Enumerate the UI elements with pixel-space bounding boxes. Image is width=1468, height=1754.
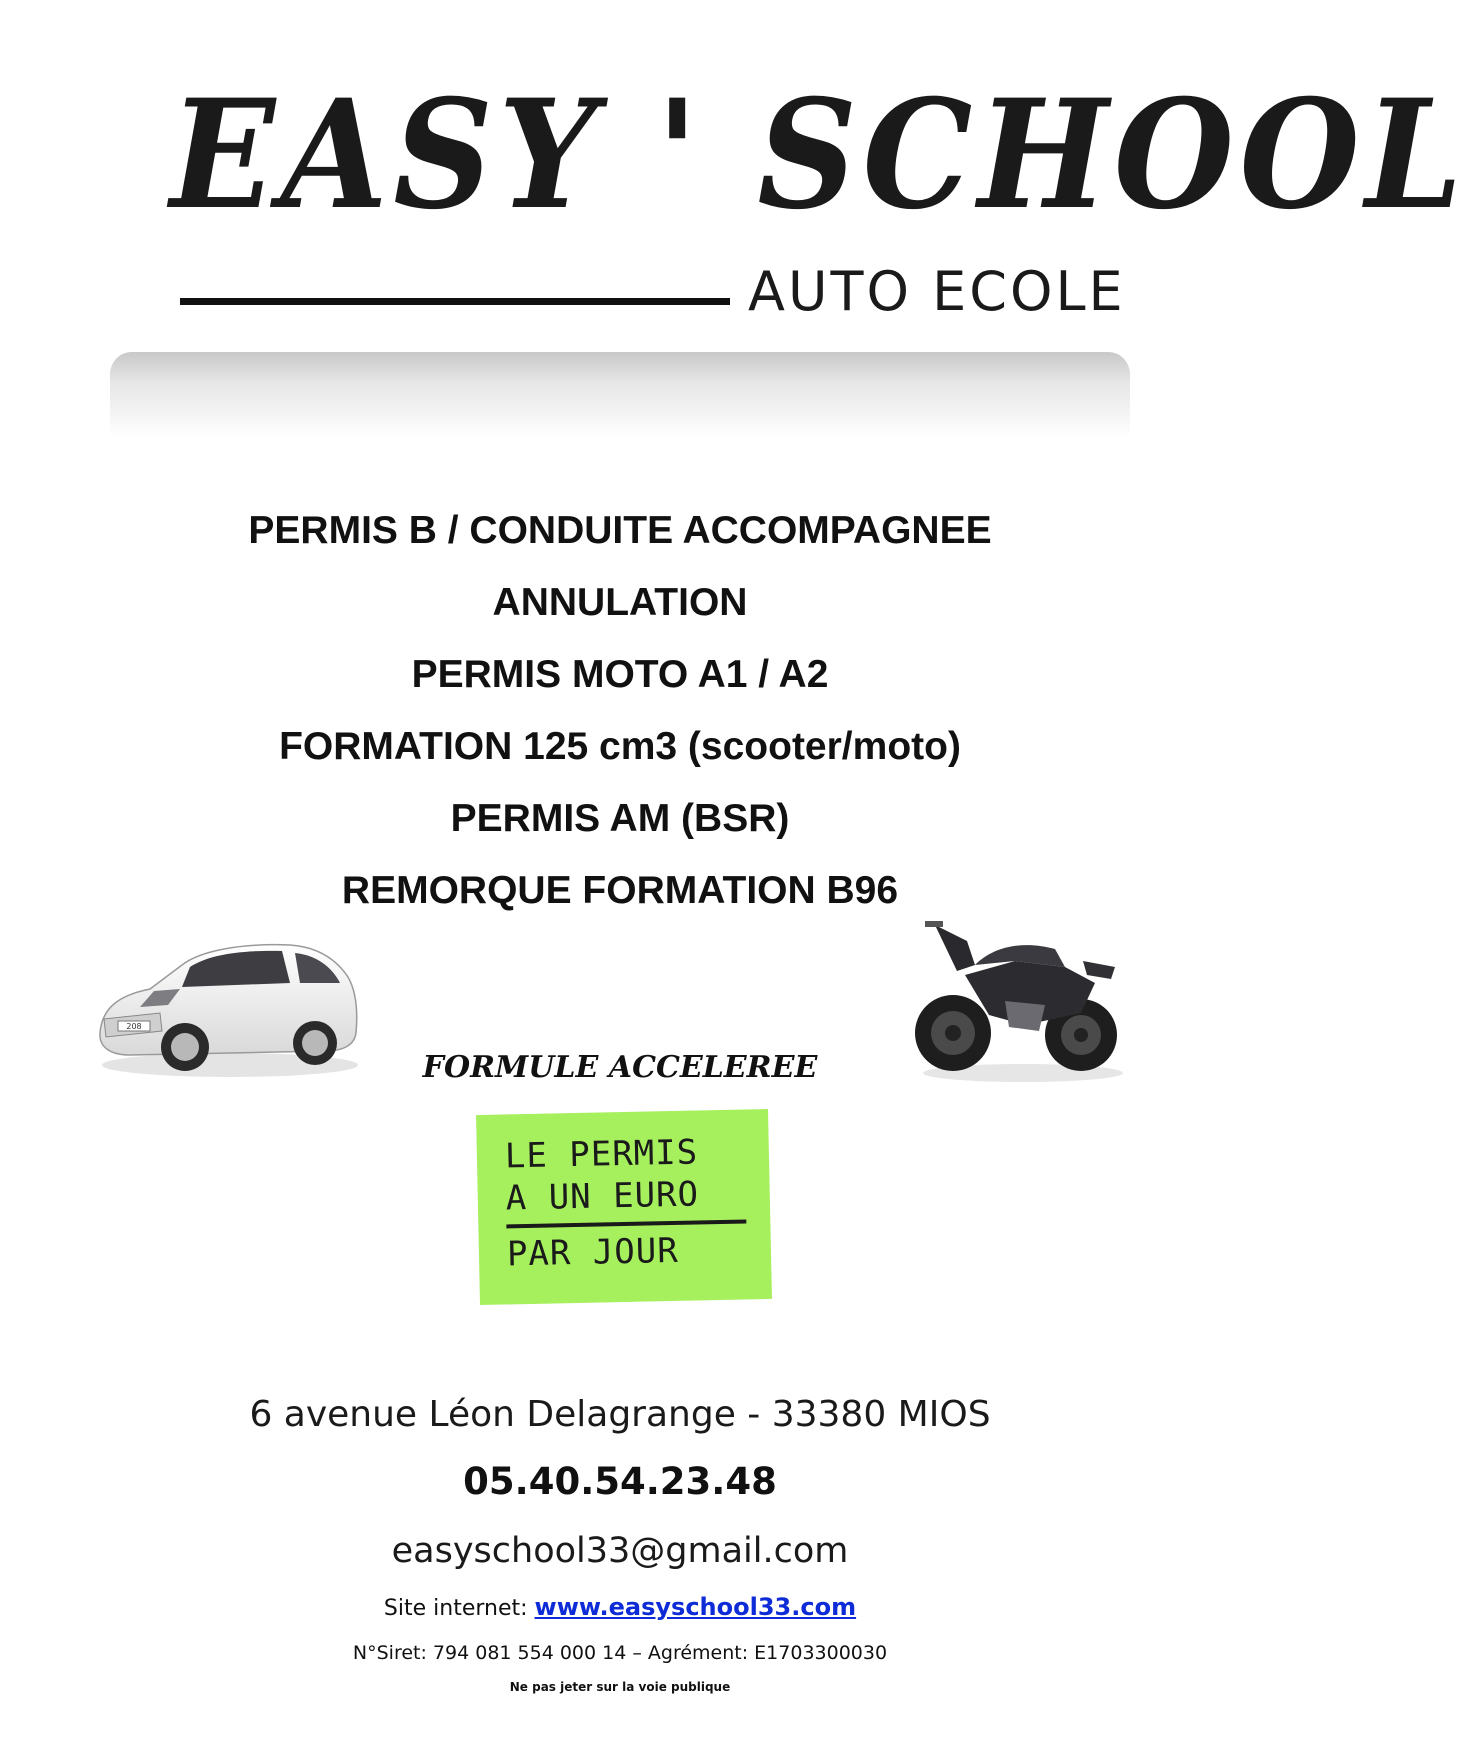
motorcycle-icon [905, 905, 1135, 1090]
logo-subtitle: AUTO ECOLE [748, 260, 1126, 323]
car-icon [90, 915, 365, 1085]
services-list [100, 495, 1140, 927]
car-plate: 208 [126, 1022, 142, 1031]
disposal-notice: Ne pas jeter sur la voie publique [509, 1680, 731, 1694]
formule-heading: FORMULE ACCELEREE [422, 1050, 818, 1085]
service-item: REMORQUE FORMATION B96 [341, 869, 899, 912]
service-item: FORMATION 125 cm3 (scooter/moto) [279, 725, 961, 768]
logo-reflection [110, 352, 1130, 438]
service-item: ANNULATION [492, 581, 748, 624]
badge-line-1: LE PERMIS [504, 1132, 699, 1177]
website-link[interactable]: www.easyschool33.com [534, 1593, 857, 1621]
logo [110, 60, 1468, 440]
euro-badge [476, 1109, 772, 1305]
address: 6 avenue Léon Delagrange - 33380 MIOS [249, 1394, 991, 1435]
badge-line-3: PAR JOUR [506, 1219, 747, 1274]
email-address: easyschool33@gmail.com [391, 1531, 849, 1571]
website-line [100, 1583, 1140, 1633]
logo-rule [180, 298, 730, 305]
service-item: PERMIS B / CONDUITE ACCOMPAGNEE [248, 509, 992, 552]
logo-title: EASY ' SCHOOL [170, 67, 1468, 243]
phone-number: 05.40.54.23.48 [463, 1460, 777, 1503]
siret-line: N°Siret: 794 081 554 000 14 – Agrément: E1703300030 [352, 1642, 888, 1664]
contact-block [100, 1385, 1140, 1701]
badge-line-2: A UN EURO [505, 1174, 700, 1219]
service-item: PERMIS AM (BSR) [450, 797, 790, 840]
website-label: Site internet: [383, 1596, 535, 1621]
service-item: PERMIS MOTO A1 / A2 [411, 653, 829, 696]
